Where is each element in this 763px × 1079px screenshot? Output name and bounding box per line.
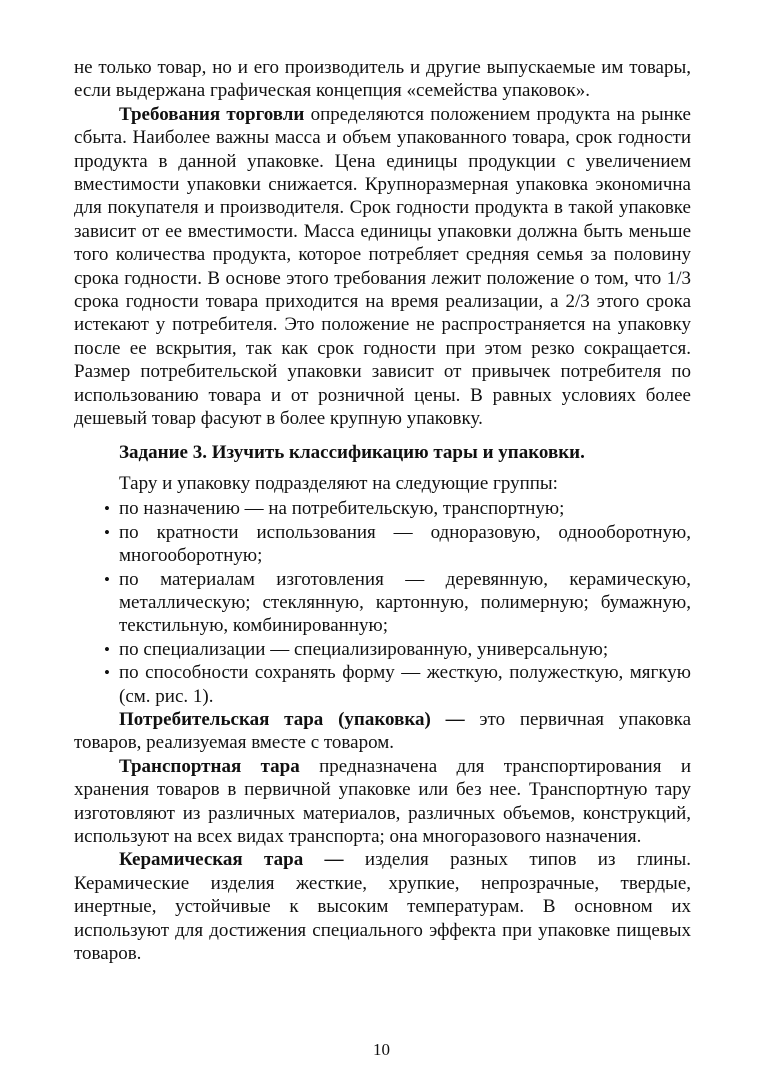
- list-item: [74, 497, 691, 520]
- list-item-text: по способности сохранять форму — жесткую, полужесткую, мягкую (см. рис. 1).: [119, 662, 691, 707]
- term-ceramic-packaging: Керамическая тара —: [119, 849, 344, 871]
- paragraph-trade-requirements: [74, 103, 691, 431]
- term-consumer-packaging: Потребительская тара (упаковка) —: [119, 708, 465, 730]
- paragraph-consumer-packaging: [74, 708, 691, 755]
- bullet-icon: •: [104, 569, 110, 589]
- list-item-text: по материалам изготовления — деревянную, керамическую, металлическую; стеклянную, картонную, полимерную; бумажную, текстильную, комбинированную;: [119, 568, 691, 637]
- task-heading: Задание 3. Изучить классификацию тары и упаковки.: [119, 441, 585, 463]
- list-item-text: по специализации — специализированную, универсальную;: [119, 638, 609, 660]
- list-item: [74, 521, 691, 568]
- paragraph-ceramic-packaging: [74, 848, 691, 965]
- page-number: 10: [373, 1040, 390, 1059]
- term-trade-requirements: Требования торговли: [119, 103, 305, 125]
- list-item: [74, 568, 691, 638]
- document-page: [74, 56, 691, 965]
- classification-intro: Тару и упаковку подразделяют на следующие группы:: [119, 472, 558, 494]
- paragraph-trade-requirements-text: определяются положением продукта на рынке сбыта. Наиболее важны масса и объем упакованного товара, срок годности продукта в данной упаковке. Цена единицы продукции с увеличением вместимости упаковки снижается. Крупноразмерная упаковка экономична для покупателя и производителя. Срок годности продукта в такой упаковке зависит от ее вместимости. Масса единицы упаковки должна быть меньше того количества продукта, которое потребляет средняя семья за половину срока годности. В основе этого требования лежит положение о том, что 1/3 срока годности товара приходится на время реализации, а 2/3 этого срока истекают у потребителя. Это положение не распространяется на упаковку после ее вскрытия, так как срок годности при этом резко сокращается. Размер потребительской упаковки зависит от привычек потребителя по использованию товара и от розничной цены. В равных условиях более дешевый товар фасуют в более крупную упаковку.: [74, 103, 691, 430]
- bullet-icon: •: [104, 499, 110, 519]
- bullet-icon: •: [104, 522, 110, 542]
- paragraph-continuation: не только товар, но и его производитель и другие выпускаемые им товары, если выдержана графическая концепция «семейства упаковок».: [74, 57, 691, 102]
- paragraph-ceramic-packaging-text: изделия разных типов из глины. Керамические изделия жесткие, хрупкие, непрозрачные, твердые, инертные, устойчивые к высоким температурам. В основном их используют для достижения специального эффекта при упаковке пищевых товаров.: [74, 849, 692, 965]
- bullet-icon: •: [104, 639, 110, 659]
- list-item: [74, 638, 691, 661]
- paragraph-transport-packaging: [74, 755, 691, 849]
- bullet-icon: •: [104, 663, 110, 683]
- paragraph-transport-packaging-text: предназначена для транспортирования и хранения товаров в первичной упаковке или без нее. Транспортную тару изготовляют из различных материалов, различных объемов, конструкций, используют на всех видах транспорта; она многоразового назначения.: [74, 755, 692, 847]
- list-item: [74, 661, 691, 708]
- paragraph-consumer-packaging-text: это первичная упаковка товаров, реализуемая вместе с товаром.: [74, 708, 692, 754]
- classification-list: [74, 497, 691, 708]
- list-item-text: по назначению — на потребительскую, транспортную;: [119, 498, 565, 520]
- term-transport-packaging: Транспортная тара: [119, 755, 300, 777]
- list-item-text: по кратности использования — одноразовую, однооборотную, многооборотную;: [119, 521, 691, 567]
